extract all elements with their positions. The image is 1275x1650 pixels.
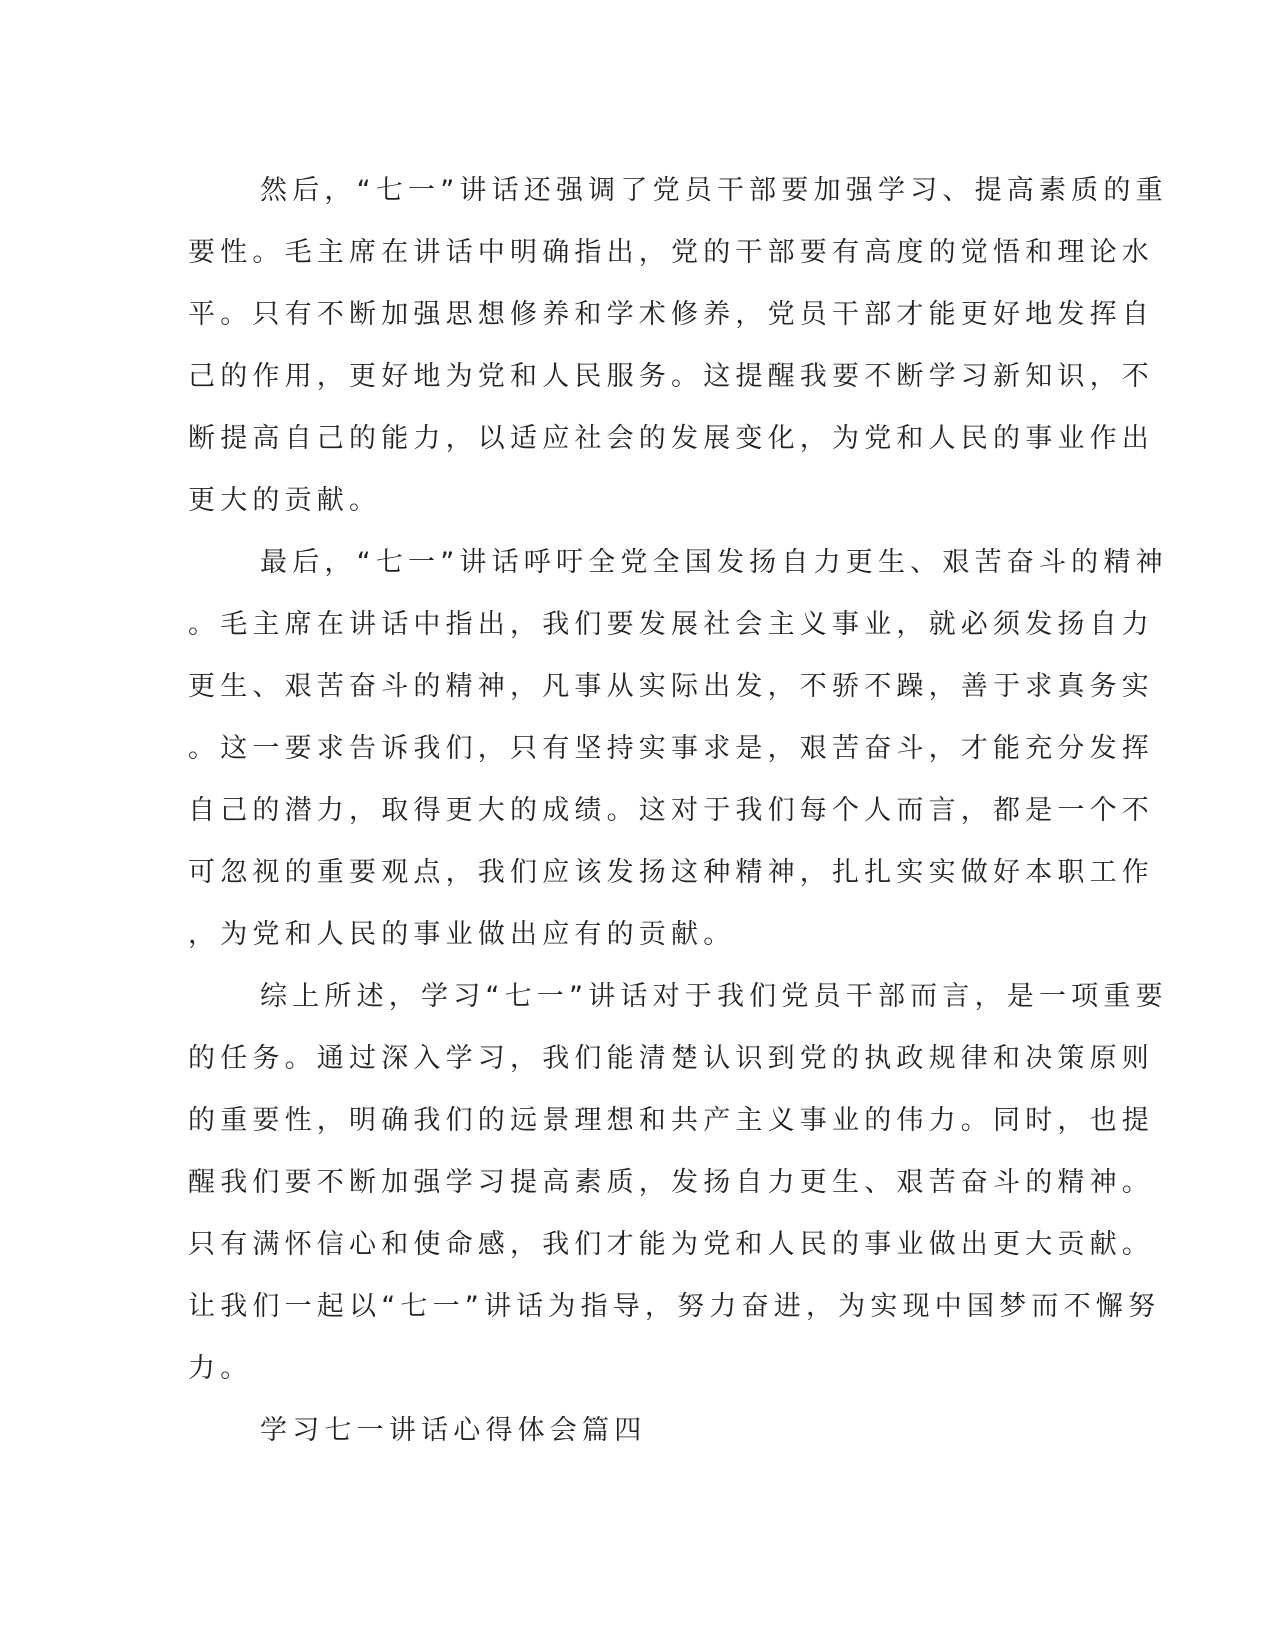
text-line: 的任务。通过深入学习，我们能清楚认识到党的执政规律和决策原则	[188, 1043, 1154, 1074]
text-line: 最后，“七一”讲话呼吁全党全国发扬自力更生、艰苦奋斗的精神	[260, 547, 1168, 578]
paragraph-1	[188, 160, 1168, 532]
text-line: 断提高自己的能力，以适应社会的发展变化，为党和人民的事业作出	[188, 423, 1154, 454]
text-line: 平。只有不断加强思想修养和学术修养，党员干部才能更好地发挥自	[188, 299, 1154, 330]
section-heading-text: 学习七一讲话心得体会篇四	[260, 1415, 647, 1446]
text-line: 。毛主席在讲话中指出，我们要发展社会主义事业，就必须发扬自力	[188, 609, 1154, 640]
text-line: 醒我们要不断加强学习提高素质，发扬自力更生、艰苦奋斗的精神。	[188, 1167, 1154, 1198]
paragraph-3	[188, 966, 1168, 1400]
text-line: 力。	[188, 1353, 253, 1384]
text-line: 自己的潜力，取得更大的成绩。这对于我们每个人而言，都是一个不	[188, 795, 1154, 826]
document-body	[188, 160, 1168, 1462]
text-line: 让我们一起以“七一”讲话为指导，努力奋进，为实现中国梦而不懈努	[188, 1291, 1161, 1322]
text-line: 的重要性，明确我们的远景理想和共产主义事业的伟力。同时，也提	[188, 1105, 1154, 1136]
text-line: 然后，“七一”讲话还强调了党员干部要加强学习、提高素质的重	[260, 175, 1168, 206]
text-line: 更生、艰苦奋斗的精神，凡事从实际出发，不骄不躁，善于求真务实	[188, 671, 1154, 702]
text-line: 只有满怀信心和使命感，我们才能为党和人民的事业做出更大贡献。	[188, 1229, 1154, 1260]
text-line: ，为党和人民的事业做出应有的贡献。	[188, 919, 736, 950]
section-heading	[188, 1400, 1068, 1462]
text-line: 。这一要求告诉我们，只有坚持实事求是，艰苦奋斗，才能充分发挥	[188, 733, 1154, 764]
text-line: 可忽视的重要观点，我们应该发扬这种精神，扎扎实实做好本职工作	[188, 857, 1154, 888]
text-line: 要性。毛主席在讲话中明确指出，党的干部要有高度的觉悟和理论水	[188, 237, 1154, 268]
text-line: 更大的贡献。	[188, 485, 382, 516]
text-line: 己的作用，更好地为党和人民服务。这提醒我要不断学习新知识，不	[188, 361, 1154, 392]
text-line: 综上所述，学习“七一”讲话对于我们党员干部而言，是一项重要	[260, 981, 1168, 1012]
paragraph-2	[188, 532, 1168, 966]
